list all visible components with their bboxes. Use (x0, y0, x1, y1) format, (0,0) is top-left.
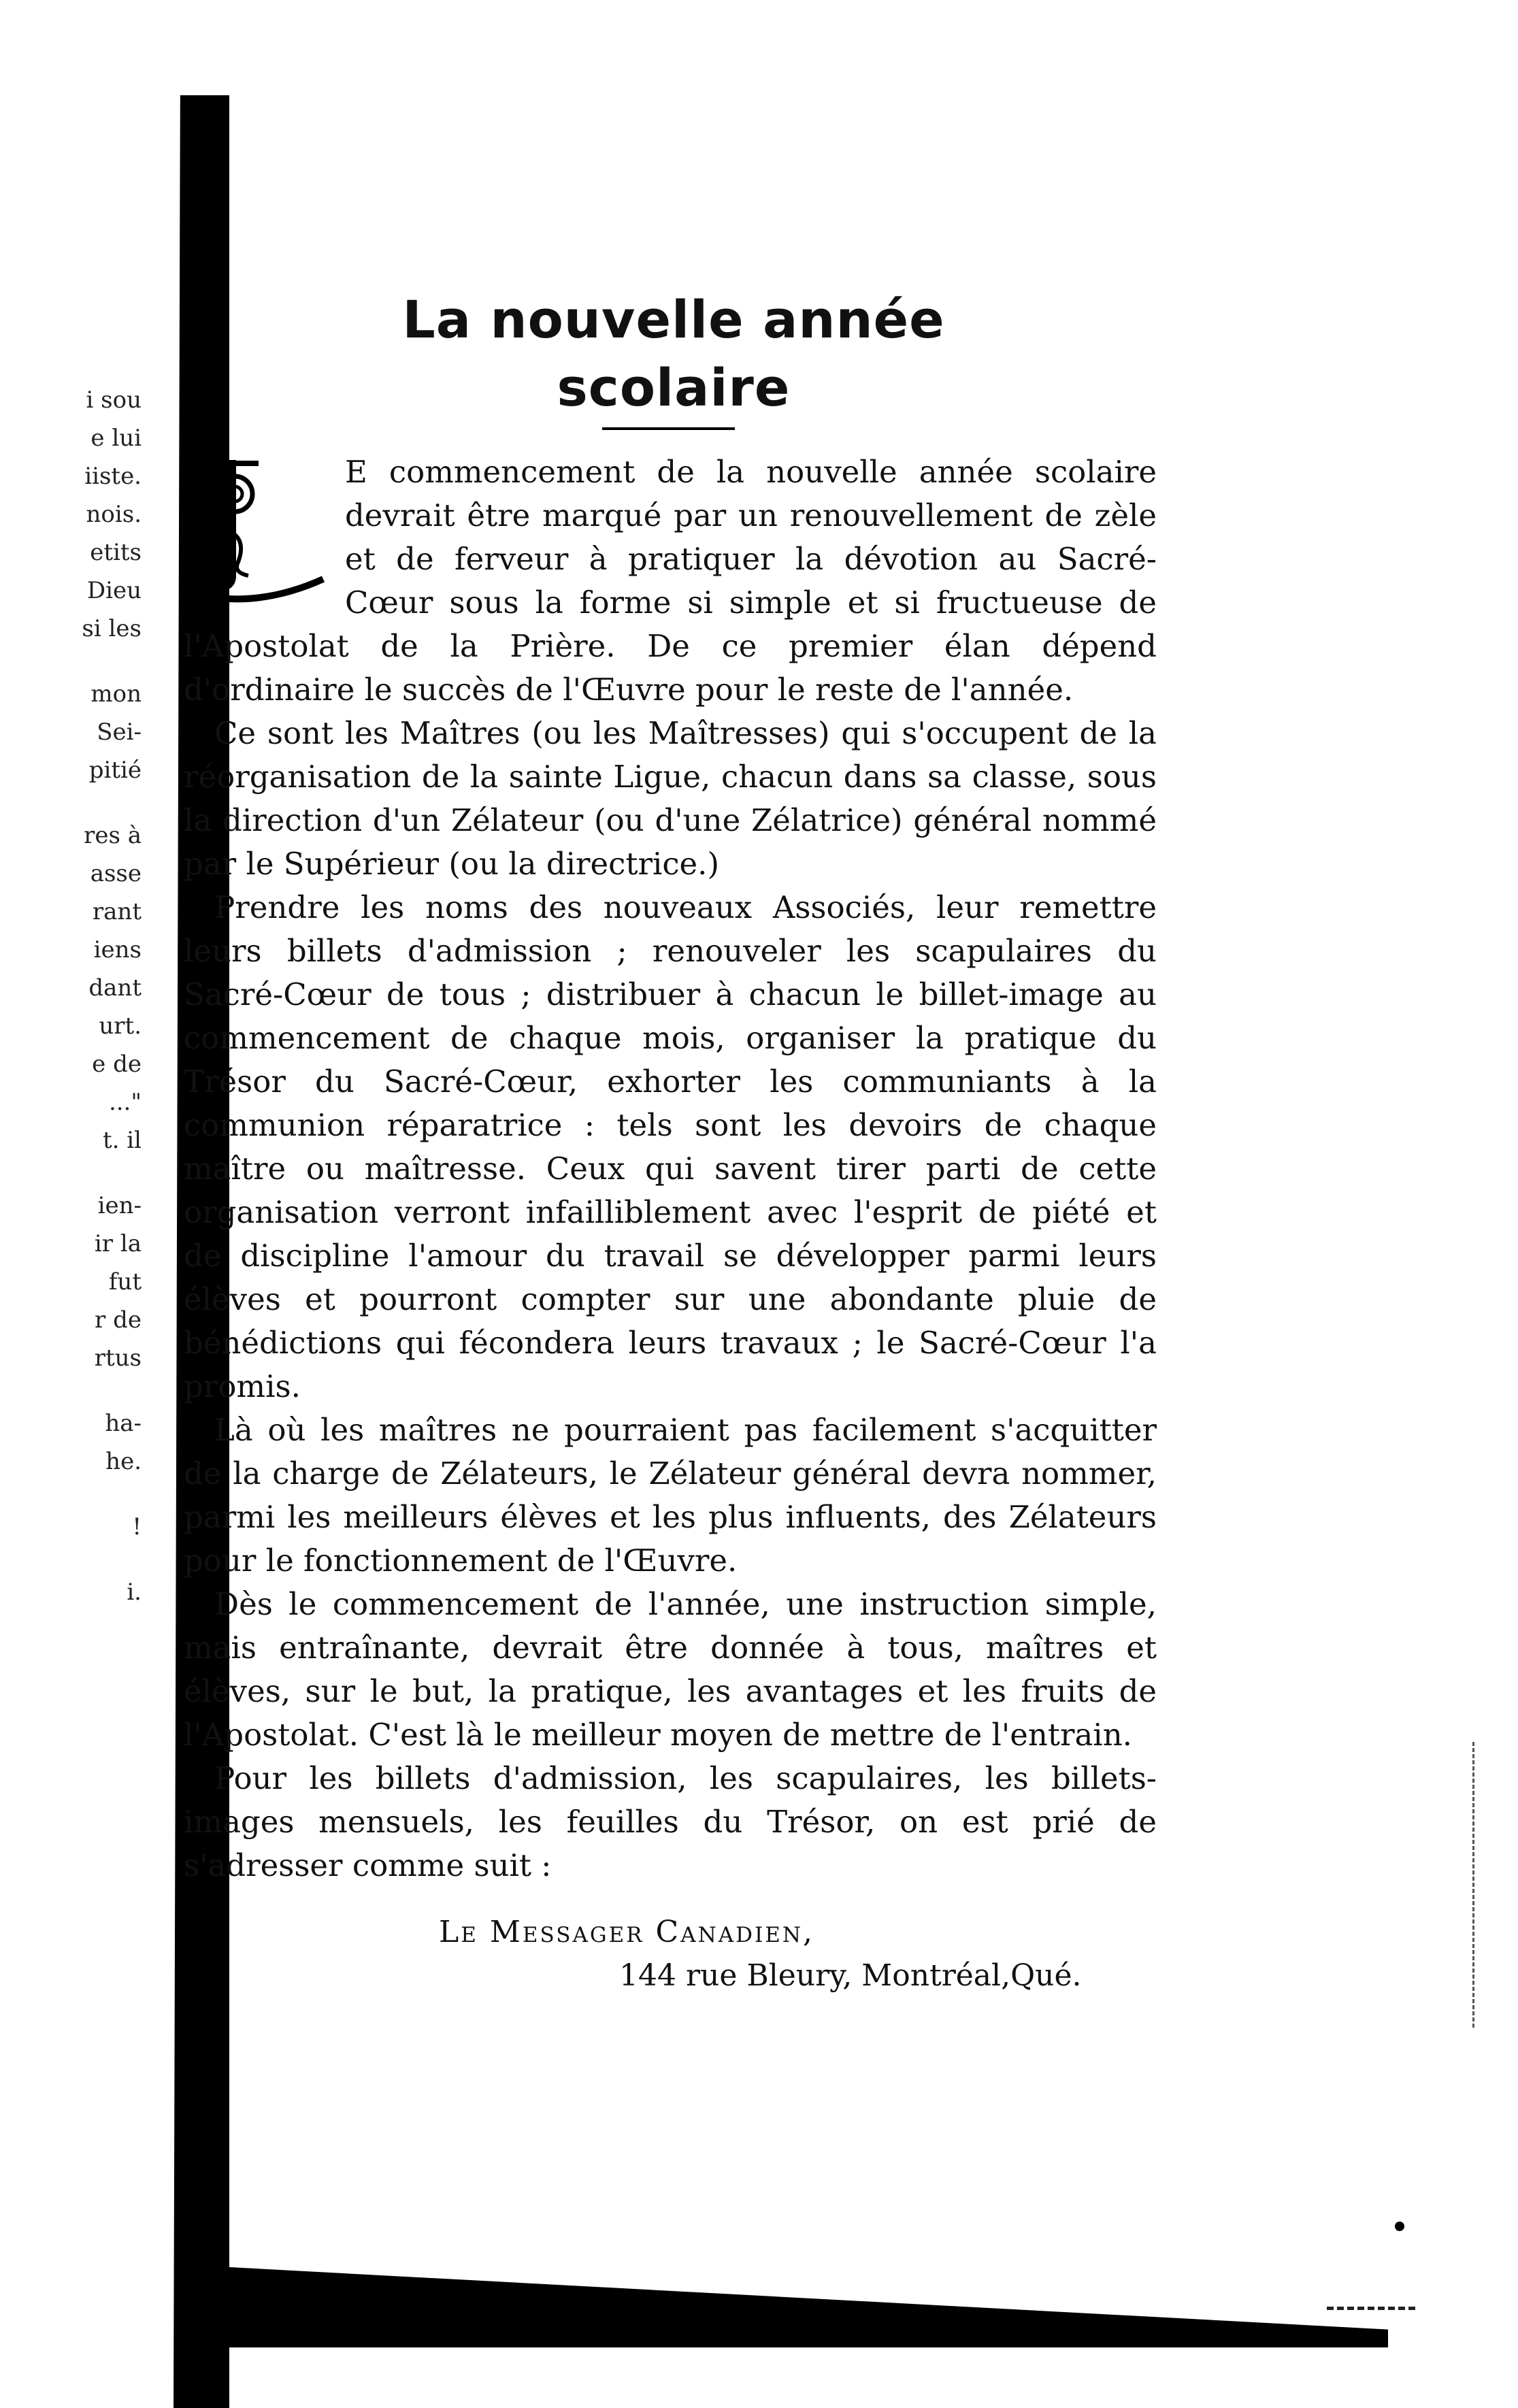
paragraph: Là où les maîtres ne pourraient pas facilement s'acquitter de la charge de Zélateurs, le Zélateur général devra nommer, parmi les meilleurs élèves et les plus influents, des Zélateurs pour le fonctionnement de l'Œuvre. (184, 1412, 1157, 1579)
scan-artifact-edge (1472, 1742, 1477, 2028)
margin-fragment: si les (82, 615, 142, 642)
margin-fragment: i. (127, 1579, 142, 1606)
margin-fragment: Dieu (86, 577, 142, 604)
scan-artifact-dot (1395, 2222, 1404, 2231)
paragraph: Ce sont les Maîtres (ou les Maîtresses) qui s'occupent de la réorganisation de la sainte Ligue, chacun dans sa classe, sous la direction d'un Zélateur (ou d'une Zélatrice) général nommé par le Supérieur (ou la directrice.) (184, 715, 1157, 882)
margin-fragment: ..." (108, 1089, 142, 1116)
paragraph: Dès le commencement de l'année, une instruction simple, mais entraînante, devrait être donnée à tous, maîtres et élèves, sur le but, la pratique, les avantages et les fruits de l'Apostolat. C'est là le meilleur moyen de mettre de l'entrain. (184, 1586, 1157, 1753)
signature-block (177, 1911, 1157, 1998)
margin-fragment: ! (132, 1513, 142, 1540)
margin-fragment: Sei- (97, 719, 142, 746)
adjacent-page-fragments (12, 381, 142, 1611)
title-rule (602, 427, 735, 430)
article-title: La nouvelle année scolaire (402, 289, 945, 418)
margin-fragment: e lui (90, 425, 142, 452)
margin-fragment: dant (88, 974, 142, 1002)
ornamental-drop-cap (184, 446, 330, 606)
fragment-gap (12, 789, 142, 817)
margin-fragment: etits (90, 539, 142, 566)
margin-fragment: ir la (94, 1230, 142, 1257)
margin-fragment: iiste. (84, 463, 142, 490)
margin-fragment: res à (84, 822, 142, 849)
margin-fragment: pitié (88, 757, 142, 784)
margin-fragment: ien- (97, 1192, 142, 1219)
margin-fragment: nois. (86, 501, 142, 528)
fragment-gap (12, 648, 142, 675)
publisher-address: 144 rue Bleury, Montréal,Qué. (619, 1958, 1082, 1993)
scan-artifact-dashes (1327, 2307, 1415, 2314)
margin-fragment: i sou (86, 386, 142, 414)
publisher-name: Le Messager Canadien, (439, 1915, 814, 1949)
margin-fragment: mon (90, 680, 142, 708)
margin-fragment: t. il (102, 1127, 142, 1154)
article-body (177, 450, 1157, 1887)
margin-fragment: iens (93, 936, 142, 963)
drop-cap-letter (211, 446, 306, 603)
margin-fragment: rtus (94, 1345, 142, 1372)
paragraph: Pour les billets d'admission, les scapulaires, les billets-images mensuels, les feuilles du Trésor, on est prié de s'adresser comme suit : (184, 1760, 1157, 1883)
margin-fragment: e de (92, 1051, 142, 1078)
margin-fragment: asse (90, 860, 142, 887)
margin-fragment: urt. (99, 1012, 142, 1040)
margin-fragment: r de (95, 1306, 142, 1334)
margin-fragment: fut (108, 1268, 142, 1296)
margin-fragment: he. (105, 1448, 142, 1475)
fragment-gap (12, 1377, 142, 1404)
bottom-edge-shadow (204, 2266, 1388, 2347)
article (177, 286, 1157, 1998)
fragment-gap (12, 1159, 142, 1187)
fragment-gap (12, 1546, 142, 1573)
paragraph: Prendre les noms des nouveaux Associés, leur remettre leurs billets d'admission ; renouveler les scapulaires du Sacré-Cœur de tous ; distribuer à chacun le billet-image au commencement de chaque mois, organiser la pratique du Trésor du Sacré-Cœur, exhorter les communiants à la communion réparatrice : tels sont les devoirs de chaque maître ou maîtresse. Ceux qui savent tirer parti de cette organisation verront infailliblement avec l'esprit de piété et de discipline l'amour du travail se développer parmi leurs élèves et pourront compter sur une abondante pluie de bénédictions qui fécondera leurs travaux ; le Sacré-Cœur l'a promis. (184, 889, 1157, 1404)
fragment-gap (12, 1481, 142, 1508)
paragraph: E commencement de la nouvelle année scolaire devrait être marqué par un renouvellement de zèle et de ferveur à pratiquer la dévotion au Sacré-Cœur sous la forme si simple et si fructueuse de l'Apostolat de la Prière. De ce premier élan dépend d'ordinaire le succès de l'Œuvre pour le reste de l'année. (184, 454, 1157, 708)
margin-fragment: ha- (105, 1410, 142, 1437)
margin-fragment: rant (92, 898, 142, 925)
